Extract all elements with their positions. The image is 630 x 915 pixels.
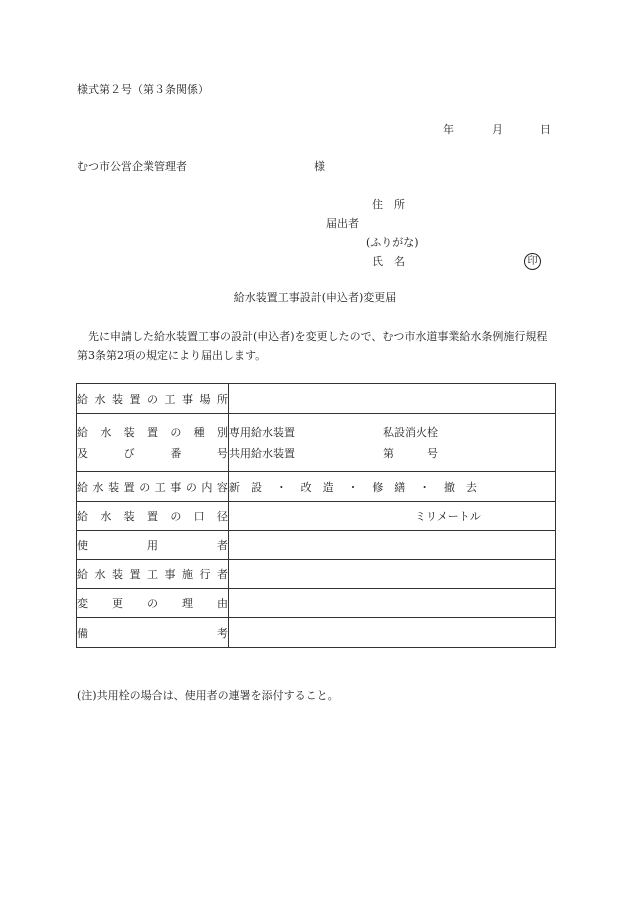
- addressee-honorific: 様: [314, 160, 325, 173]
- table-label-cell: [77, 472, 229, 502]
- name-label: 氏 名: [372, 255, 405, 268]
- label-char: 使: [77, 539, 88, 552]
- method-remove: 撤 去: [443, 480, 477, 494]
- method-separator: ・: [275, 480, 287, 494]
- contractor-value[interactable]: [229, 560, 556, 589]
- label-char: 給: [77, 480, 88, 494]
- device-type-value[interactable]: [229, 414, 556, 472]
- label-char: の: [147, 597, 158, 610]
- option-private-supply: 専用給水装置: [229, 425, 295, 439]
- diameter-label: [77, 508, 228, 524]
- table-row: [77, 531, 556, 560]
- label-char: 給: [77, 568, 88, 581]
- label-char: 場: [199, 392, 211, 406]
- label-char: 由: [217, 597, 228, 610]
- change-reason-value[interactable]: [229, 589, 556, 618]
- addressee-name: むつ市公営企業管理者: [77, 160, 187, 173]
- user-label: [77, 537, 228, 553]
- label-char: 置: [129, 568, 141, 581]
- label-char: 置: [146, 510, 158, 523]
- label-char: 置: [146, 425, 158, 439]
- label-char: 備: [77, 626, 88, 640]
- label-char: 水: [94, 392, 106, 406]
- label-char: 変: [77, 597, 88, 610]
- option-private-hydrant: 私設消火栓: [383, 425, 438, 439]
- table-row: [77, 618, 556, 648]
- label-char: 号: [216, 446, 228, 460]
- label-char: 装: [108, 480, 120, 494]
- label-char: 水: [100, 510, 112, 523]
- address-label: 住 所: [372, 198, 405, 211]
- table-row: [77, 384, 556, 414]
- table-row: [77, 589, 556, 618]
- contractor-label: [77, 566, 228, 582]
- label-char: 水: [92, 480, 104, 494]
- label-char: 給: [77, 510, 88, 523]
- method-separator: ・: [419, 480, 431, 494]
- notifier-label: 届出者: [326, 217, 359, 230]
- date-month-label: 月: [492, 123, 503, 136]
- label-char: び: [123, 446, 135, 460]
- method-modify: 改 造: [300, 480, 334, 494]
- device-type-label: [77, 422, 228, 443]
- label-char: 容: [216, 480, 228, 494]
- label-char: 及: [77, 446, 88, 460]
- label-char: 給: [77, 425, 88, 439]
- date-day-label: 日: [540, 123, 551, 136]
- method-new: 新 設: [229, 480, 262, 494]
- form-number: 様式第２号（第３条関係）: [77, 83, 209, 96]
- remarks-label: [77, 625, 228, 641]
- table-label-cell: [77, 531, 229, 560]
- label-char: 工: [164, 392, 176, 406]
- table-row: [77, 414, 556, 472]
- label-char: 行: [199, 568, 211, 581]
- footnote: (注)共用栓の場合は、使用者の連署を添付すること。: [77, 689, 339, 702]
- work-methods: [229, 479, 477, 495]
- method-separator: ・: [347, 480, 359, 494]
- label-char: 事: [164, 568, 176, 581]
- work-content-value[interactable]: [229, 472, 556, 502]
- label-char: 事: [182, 392, 193, 406]
- table-label-cell: [77, 384, 229, 414]
- label-char: 施: [182, 568, 193, 581]
- table-row: [77, 502, 556, 531]
- label-char: 者: [217, 539, 228, 552]
- label-char: 水: [100, 425, 112, 439]
- option-number: 第 号: [383, 446, 438, 460]
- diameter-value[interactable]: [229, 502, 556, 531]
- label-char: の: [170, 425, 182, 439]
- label-char: 者: [217, 568, 228, 581]
- label-char: 内: [201, 480, 213, 494]
- device-number-label: [77, 443, 228, 464]
- label-char: 工: [147, 568, 158, 581]
- table-label-cell: [77, 589, 229, 618]
- table-row: [77, 560, 556, 589]
- table-label-cell: [77, 560, 229, 589]
- label-char: 口: [193, 510, 205, 523]
- label-char: 考: [217, 626, 228, 640]
- work-content-label: [77, 479, 228, 495]
- diameter-unit: ミリメートル: [415, 510, 481, 523]
- form-table: [76, 383, 556, 648]
- furigana-label: (ふりがな): [366, 236, 419, 249]
- label-char: 水: [94, 568, 106, 581]
- label-char: 工: [154, 480, 166, 494]
- work-location-label: [77, 391, 228, 407]
- label-char: 置: [123, 480, 135, 494]
- date-year-label: 年: [443, 123, 454, 136]
- label-char: 別: [216, 425, 228, 439]
- user-value[interactable]: [229, 531, 556, 560]
- table-label-cell: [77, 502, 229, 531]
- label-char: の: [139, 480, 151, 494]
- label-char: 装: [112, 392, 123, 406]
- label-char: 番: [170, 446, 182, 460]
- label-char: 更: [112, 597, 123, 610]
- table-label-cell: [77, 414, 229, 472]
- seal-mark: 印: [524, 253, 541, 270]
- method-repair: 修 繕: [372, 480, 406, 494]
- label-char: 置: [129, 392, 141, 406]
- label-char: の: [147, 392, 158, 406]
- label-char: 理: [182, 597, 193, 610]
- option-shared-supply: 共用給水装置: [229, 446, 295, 460]
- label-char: 所: [217, 392, 228, 406]
- table-label-cell: [77, 618, 229, 648]
- label-char: 装: [123, 510, 135, 523]
- remarks-value[interactable]: [229, 618, 556, 648]
- change-reason-label: [77, 595, 228, 611]
- label-char: 給: [77, 392, 88, 406]
- label-char: 種: [193, 425, 205, 439]
- label-char: 用: [147, 539, 158, 552]
- table-row: [77, 472, 556, 502]
- label-char: の: [185, 480, 197, 494]
- label-char: 装: [112, 568, 123, 581]
- label-char: の: [170, 510, 182, 523]
- label-char: 事: [170, 480, 182, 494]
- body-text: 先に申請した給水装置工事の設計(申込者)を変更したので、むつ市水道事業給水条例施行規程第3条第2項の規定により届出します。: [77, 330, 548, 362]
- label-char: 径: [216, 510, 228, 523]
- label-char: 装: [123, 425, 135, 439]
- work-location-value[interactable]: [229, 384, 556, 414]
- document-title: 給水装置工事設計(申込者)変更届: [233, 291, 397, 304]
